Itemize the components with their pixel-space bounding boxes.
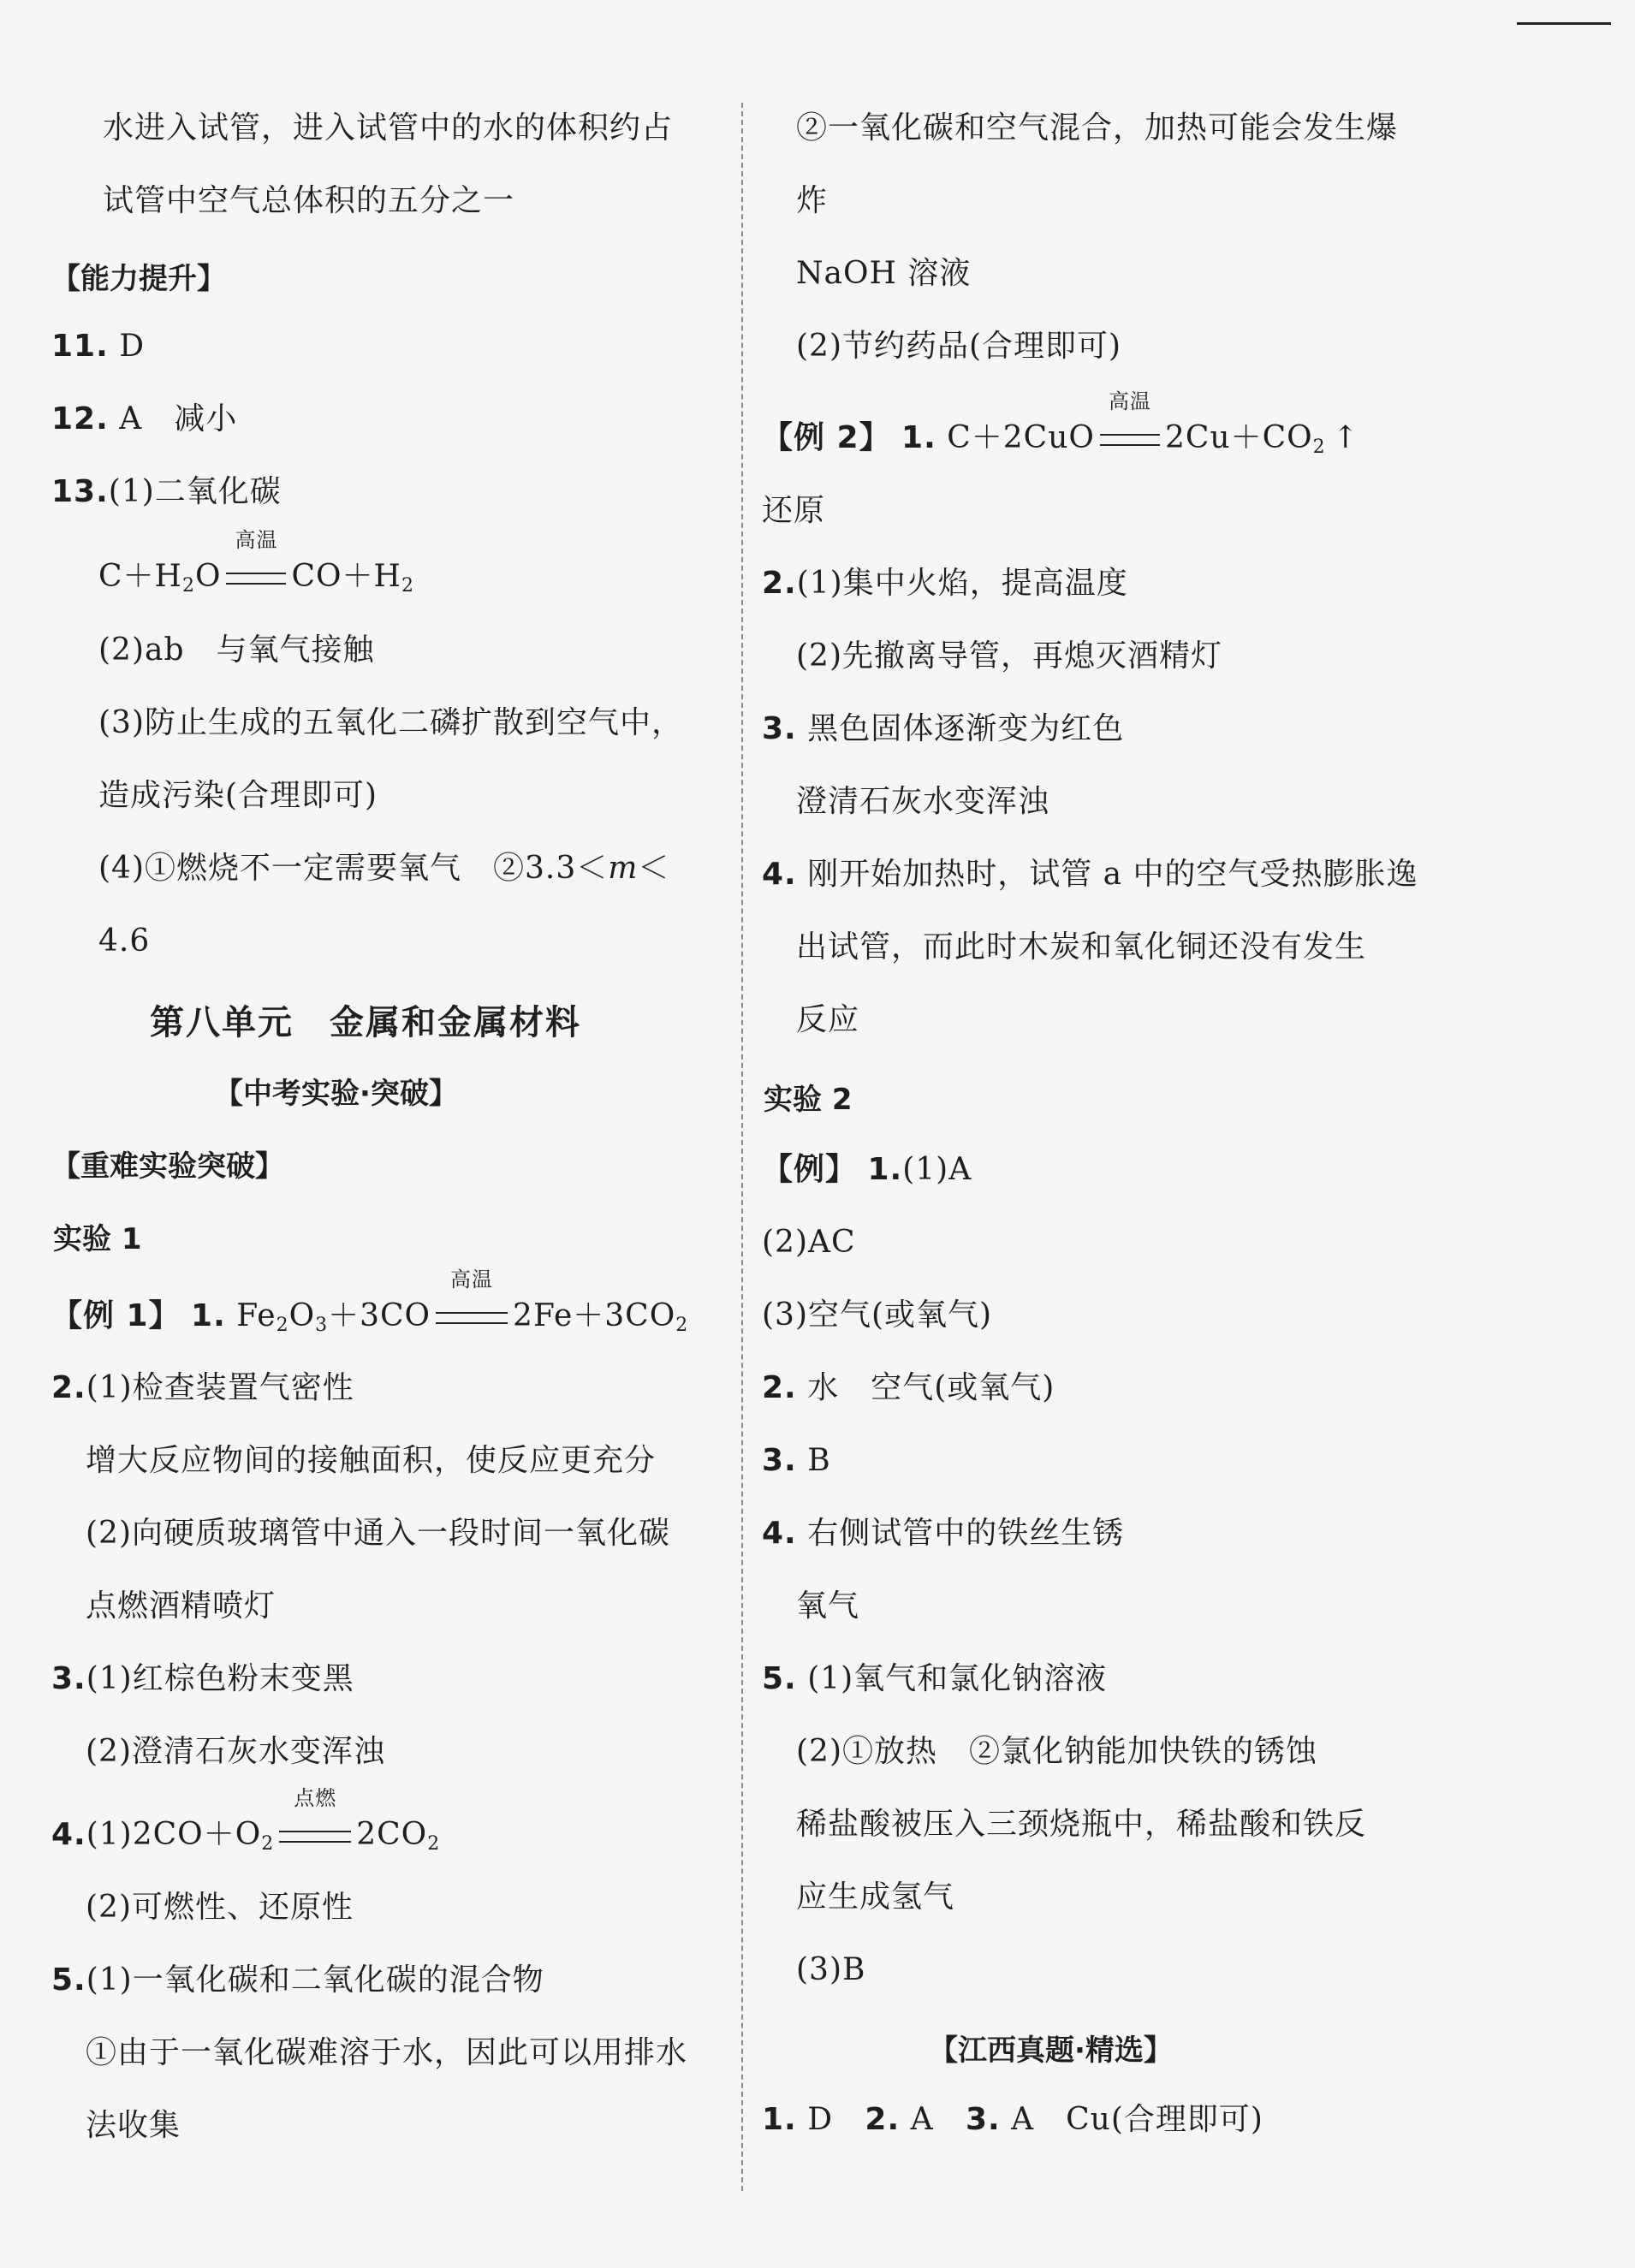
text-line: 稀盐酸被压入三颈烧瓶中，稀盐酸和铁反 xyxy=(796,1807,1367,1842)
answer-2 xyxy=(51,1369,354,1407)
text-line: 试管中空气总体积的五分之一 xyxy=(103,183,515,218)
text-line: 法收集 xyxy=(86,2108,181,2143)
example-2 xyxy=(762,389,1359,466)
answer-text: B xyxy=(807,1443,831,1478)
answer-text: A Cu(合理即可) xyxy=(1011,2102,1263,2137)
question-number: 13. xyxy=(51,474,109,509)
column-divider xyxy=(741,103,743,2191)
top-rule xyxy=(1517,22,1611,25)
question-number: 4. xyxy=(762,857,797,892)
answer-text: (1)氧气和氯化钠溶液 xyxy=(807,1661,1108,1696)
subscript: 2 xyxy=(1312,436,1326,458)
text-line: ②一氧化碳和空气混合，加热可能会发生爆 xyxy=(796,110,1399,145)
equation-part: ＋3CO xyxy=(328,1298,431,1333)
answer-12 xyxy=(51,401,237,438)
answer-text: A 减小 xyxy=(119,401,238,436)
reaction-condition xyxy=(436,1268,508,1335)
reaction-condition xyxy=(226,528,286,596)
question-number: 1. xyxy=(191,1298,226,1333)
variable-m: m xyxy=(608,851,639,886)
example-label: 【例】 xyxy=(762,1152,858,1187)
text-line: 澄清石灰水变浑浊 xyxy=(796,784,1050,819)
text-line: (2)①放热 ②氯化钠能加快铁的锈蚀 xyxy=(796,1734,1317,1769)
question-number: 2. xyxy=(865,2102,901,2137)
subscript: 2 xyxy=(276,1315,289,1336)
answer-text: (1)一氧化碳和二氧化碳的混合物 xyxy=(86,1962,544,1998)
text-line: NaOH 溶液 xyxy=(796,256,972,291)
answer-11 xyxy=(51,328,145,365)
equation-13 xyxy=(98,528,414,605)
text-line: (2)先撤离导管，再熄灭酒精灯 xyxy=(796,638,1222,674)
question-number: 11. xyxy=(51,329,109,364)
answer-4 xyxy=(51,1786,441,1863)
subscript: 3 xyxy=(315,1315,329,1336)
answer-text: 黑色固体逐渐变为红色 xyxy=(807,711,1125,746)
gas-arrow-icon: ↑ xyxy=(1332,420,1359,455)
section-heading-jiangxi: 【江西真题·精选】 xyxy=(929,2033,1173,2068)
text-line: ①由于一氧化碳难溶于水，因此可以用排水 xyxy=(86,2035,688,2070)
answer-text: ＜ xyxy=(638,851,670,886)
equation-part: C＋2CuO xyxy=(947,420,1095,455)
answer-text: A xyxy=(910,2102,934,2137)
answer-3 xyxy=(762,710,1124,748)
answer-5 xyxy=(51,1962,544,1999)
text-line: (2)澄清石灰水变浑浊 xyxy=(86,1734,385,1769)
equation-part: CO＋H xyxy=(291,559,401,594)
answer-text: D xyxy=(807,2102,834,2137)
answer-4 xyxy=(762,856,1418,894)
text-line: 还原 xyxy=(762,493,826,528)
answer-text: (1)集中火焰，提高温度 xyxy=(796,566,1128,601)
answer-3b xyxy=(762,1442,831,1480)
answer-text: (1)二氧化碳 xyxy=(108,474,282,509)
text-line: (2)可燃性、还原性 xyxy=(86,1890,354,1925)
subscript: 2 xyxy=(675,1315,689,1336)
jiangxi-answers xyxy=(762,2101,1263,2139)
example-label: 【例 1】 xyxy=(51,1298,181,1333)
answer-text: (1)红棕色粉末变黑 xyxy=(86,1661,354,1696)
equation-part: 2Fe＋3CO xyxy=(513,1298,676,1333)
section-heading-exam: 【中考实验·突破】 xyxy=(214,1077,458,1111)
text-line: (2)节约药品(合理即可) xyxy=(796,329,1122,364)
text-line: 应生成氢气 xyxy=(796,1879,955,1915)
answer-2 xyxy=(762,565,1128,603)
answer-5b xyxy=(762,1660,1107,1698)
text-line: 造成污染(合理即可) xyxy=(98,778,378,813)
equation-part: C＋H xyxy=(98,559,182,594)
answer-text: D xyxy=(119,329,146,364)
condition-text: 高温 xyxy=(450,1268,494,1291)
equation-part: O xyxy=(194,559,222,594)
text-line: 氧气 xyxy=(796,1588,860,1624)
answer-text: (1)检查装置气密性 xyxy=(86,1370,354,1405)
example-label: 【例 2】 xyxy=(762,420,891,455)
condition-text: 高温 xyxy=(1108,389,1151,413)
equation-part: 2CO xyxy=(356,1817,428,1852)
equation-part: 2Cu＋CO xyxy=(1164,420,1313,455)
example-1 xyxy=(51,1268,689,1345)
question-number: 4. xyxy=(762,1516,797,1551)
question-number: 5. xyxy=(51,1962,86,1998)
text-line: (2)AC xyxy=(762,1225,856,1260)
text-line: (2)ab 与氧气接触 xyxy=(98,632,375,668)
answer-text: (4)①燃烧不一定需要氧气 ②3.3＜ xyxy=(98,851,609,886)
answer-text: 右侧试管中的铁丝生锈 xyxy=(807,1516,1125,1551)
example-exp2 xyxy=(762,1151,972,1189)
text-line: 反应 xyxy=(796,1002,860,1037)
text-line: 4.6 xyxy=(98,923,151,959)
question-number: 2. xyxy=(51,1370,86,1405)
text-line: 出试管，而此时木炭和氧化铜还没有发生 xyxy=(796,929,1367,965)
answer-4b xyxy=(762,1515,1124,1553)
question-number: 3. xyxy=(762,1443,797,1478)
section-heading-ability: 【能力提升】 xyxy=(51,262,226,296)
text-line: (2)向硬质玻璃管中通入一段时间一氧化碳 xyxy=(86,1516,670,1551)
condition-text: 点燃 xyxy=(294,1786,337,1810)
reaction-condition xyxy=(279,1786,351,1854)
answer-text: (1)A xyxy=(902,1152,972,1187)
text-line: 水进入试管，进入试管中的水的体积约占 xyxy=(103,110,674,145)
question-number: 2. xyxy=(762,566,797,601)
question-number: 4. xyxy=(51,1817,86,1852)
subscript: 2 xyxy=(401,575,414,597)
equation-part: (1)2CO＋O xyxy=(86,1817,262,1852)
unit-title: 第八单元 金属和金属材料 xyxy=(150,1003,581,1042)
text-line: (3)防止生成的五氧化二磷扩散到空气中， xyxy=(98,705,683,740)
answer-13 xyxy=(51,473,282,511)
question-number: 2. xyxy=(762,1370,797,1405)
experiment-heading: 实验 2 xyxy=(764,1083,853,1117)
text-line xyxy=(98,850,669,888)
equation-part: Fe xyxy=(236,1298,276,1333)
text-line: (3)空气(或氧气) xyxy=(762,1297,993,1333)
subscript: 2 xyxy=(261,1833,275,1855)
subscript: 2 xyxy=(427,1833,441,1855)
question-number: 3. xyxy=(965,2102,1001,2137)
answer-3 xyxy=(51,1660,354,1698)
text-line: 增大反应物间的接触面积，使反应更充分 xyxy=(86,1443,657,1478)
condition-text: 高温 xyxy=(235,528,278,552)
answer-2b xyxy=(762,1369,1055,1407)
text-line: (3)B xyxy=(796,1952,866,1987)
subscript: 2 xyxy=(181,575,195,597)
text-line: 炸 xyxy=(796,183,829,218)
answer-text: 水 空气(或氧气) xyxy=(807,1370,1055,1405)
text-line: 点燃酒精喷灯 xyxy=(86,1588,276,1624)
question-number: 3. xyxy=(51,1661,86,1696)
experiment-heading: 实验 1 xyxy=(53,1222,142,1256)
equation-part: O xyxy=(288,1298,316,1333)
question-number: 12. xyxy=(51,401,109,436)
question-number: 3. xyxy=(762,711,797,746)
section-heading-key: 【重难实验突破】 xyxy=(51,1149,284,1184)
question-number: 1. xyxy=(867,1152,903,1187)
question-number: 1. xyxy=(901,420,936,455)
question-number: 1. xyxy=(762,2102,797,2137)
question-number: 5. xyxy=(762,1661,797,1696)
reaction-condition xyxy=(1100,389,1160,457)
answer-text: 刚开始加热时，试管 a 中的空气受热膨胀逸 xyxy=(807,857,1418,892)
